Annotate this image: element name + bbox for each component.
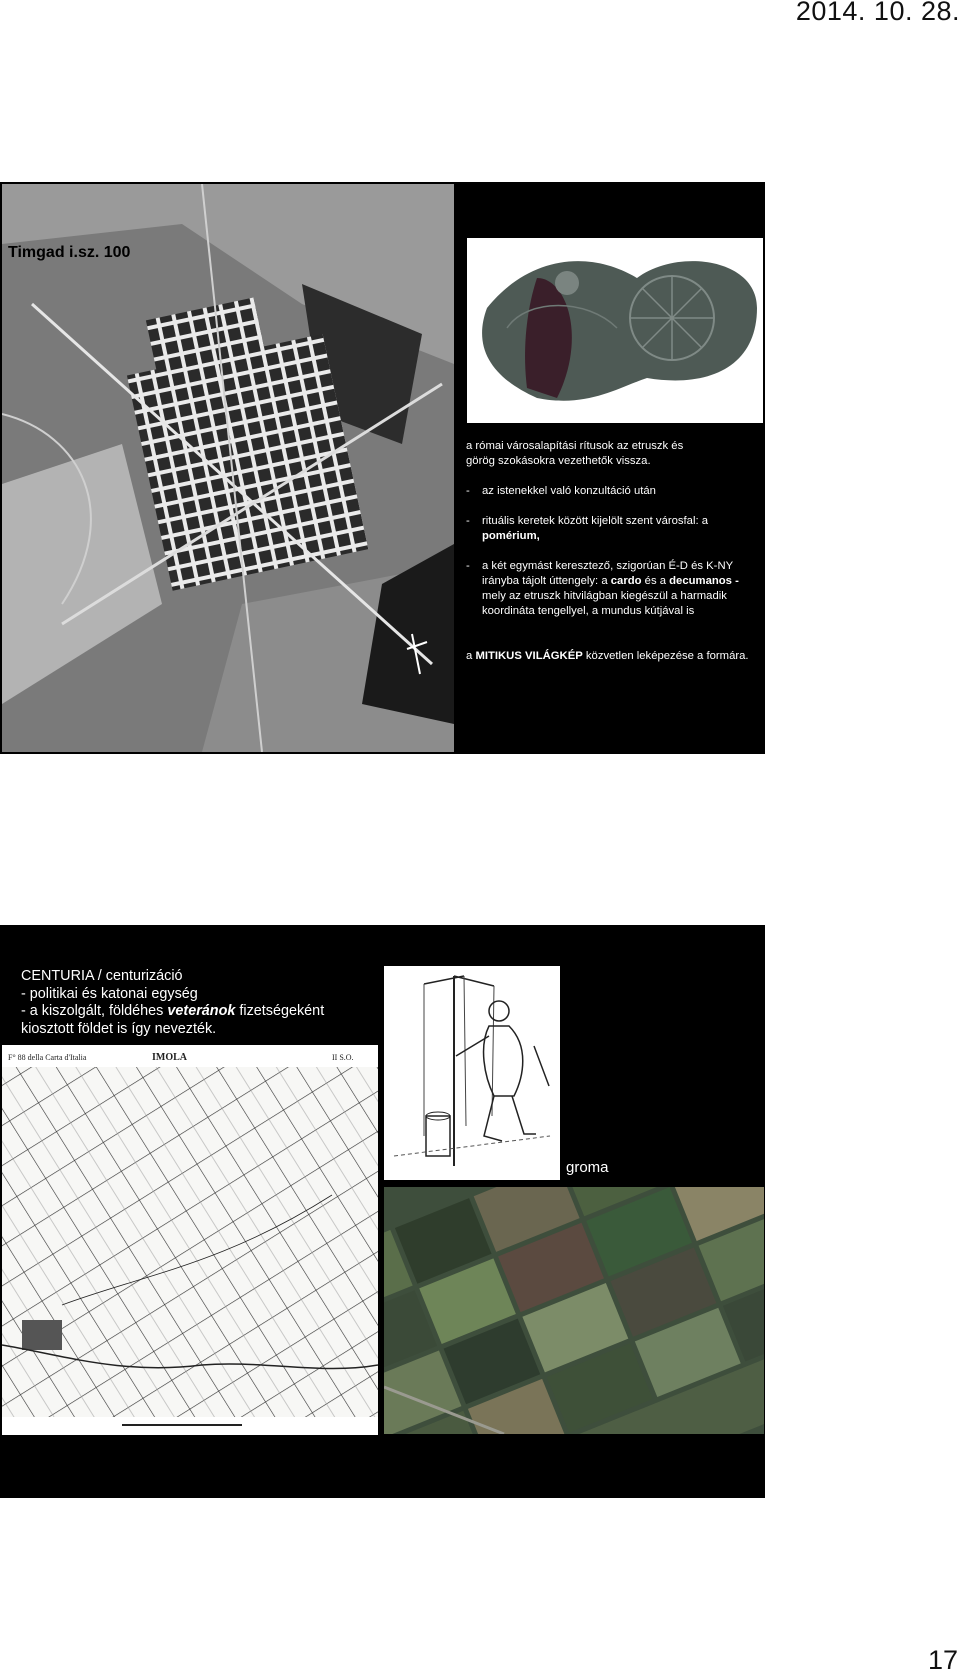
list-item: - rituális keretek között kijelölt szent városfal: a pomérium, <box>466 515 709 542</box>
closing-statement: a MITIKUS VILÁGKÉP közvetlen leképezése a formára. <box>466 650 749 662</box>
map-header-center: IMOLA <box>152 1052 187 1063</box>
centuria-line-4: kiosztott földet is így nevezték. <box>21 1020 217 1037</box>
aerial-fields-photo <box>384 1187 764 1434</box>
bronze-liver-of-piacenza-image <box>467 238 763 423</box>
centuria-line-2: - politikai és katonai egység <box>21 985 198 1002</box>
timgad-caption: Timgad i.sz. 100 <box>8 244 131 261</box>
list-item: - a két egymást keresztező, szigorúan É-D és K-NY irányba tájolt úttengely: a cardo és a decumanos - mely az etruszk hitvilágban kiegészül a harmadik koordináta tengellyel, a mundus kútjával is <box>466 559 756 619</box>
page-date: 2014. 10. 28. <box>795 0 960 26</box>
slide2-description <box>21 968 356 1038</box>
list-item: - az istenekkel való konzultáció után <box>466 485 656 497</box>
slide1-description <box>466 439 756 664</box>
groma-illustration <box>384 966 560 1180</box>
imola-centuriation-map <box>2 1045 378 1435</box>
map-header-left: F° 88 della Carta d'Italia <box>8 1053 87 1062</box>
intro-line-2: görög szokásokra vezethetők vissza. <box>466 455 651 467</box>
centuria-title: CENTURIA / centurizáció <box>21 968 183 984</box>
slide-timgad <box>0 182 765 754</box>
map-header-right: II S.O. <box>332 1053 354 1062</box>
centuria-line-3: - a kiszolgált, földéhes veteránok fizetségeként <box>21 1003 325 1019</box>
intro-line-1: a római városalapítási rítusok az etruszk és <box>466 440 684 452</box>
list-item-text: a két egymást keresztező, szigorúan É-D és K-NY irányba tájolt úttengely: a cardo és a decumanos - mely az etruszk hitvilágban kiegészül a harmadik koordináta tengellyel, a mundus kútjával is <box>482 560 739 617</box>
timgad-aerial-photo <box>2 184 454 752</box>
list-item-text: az istenekkel való konzultáció után <box>482 485 656 497</box>
slide-centuria <box>0 925 765 1498</box>
list-item-text: rituális keretek között kijelölt szent városfal: a pomérium, <box>482 515 709 542</box>
groma-caption: groma <box>566 1159 609 1176</box>
page-number: 17 <box>927 1645 958 1675</box>
